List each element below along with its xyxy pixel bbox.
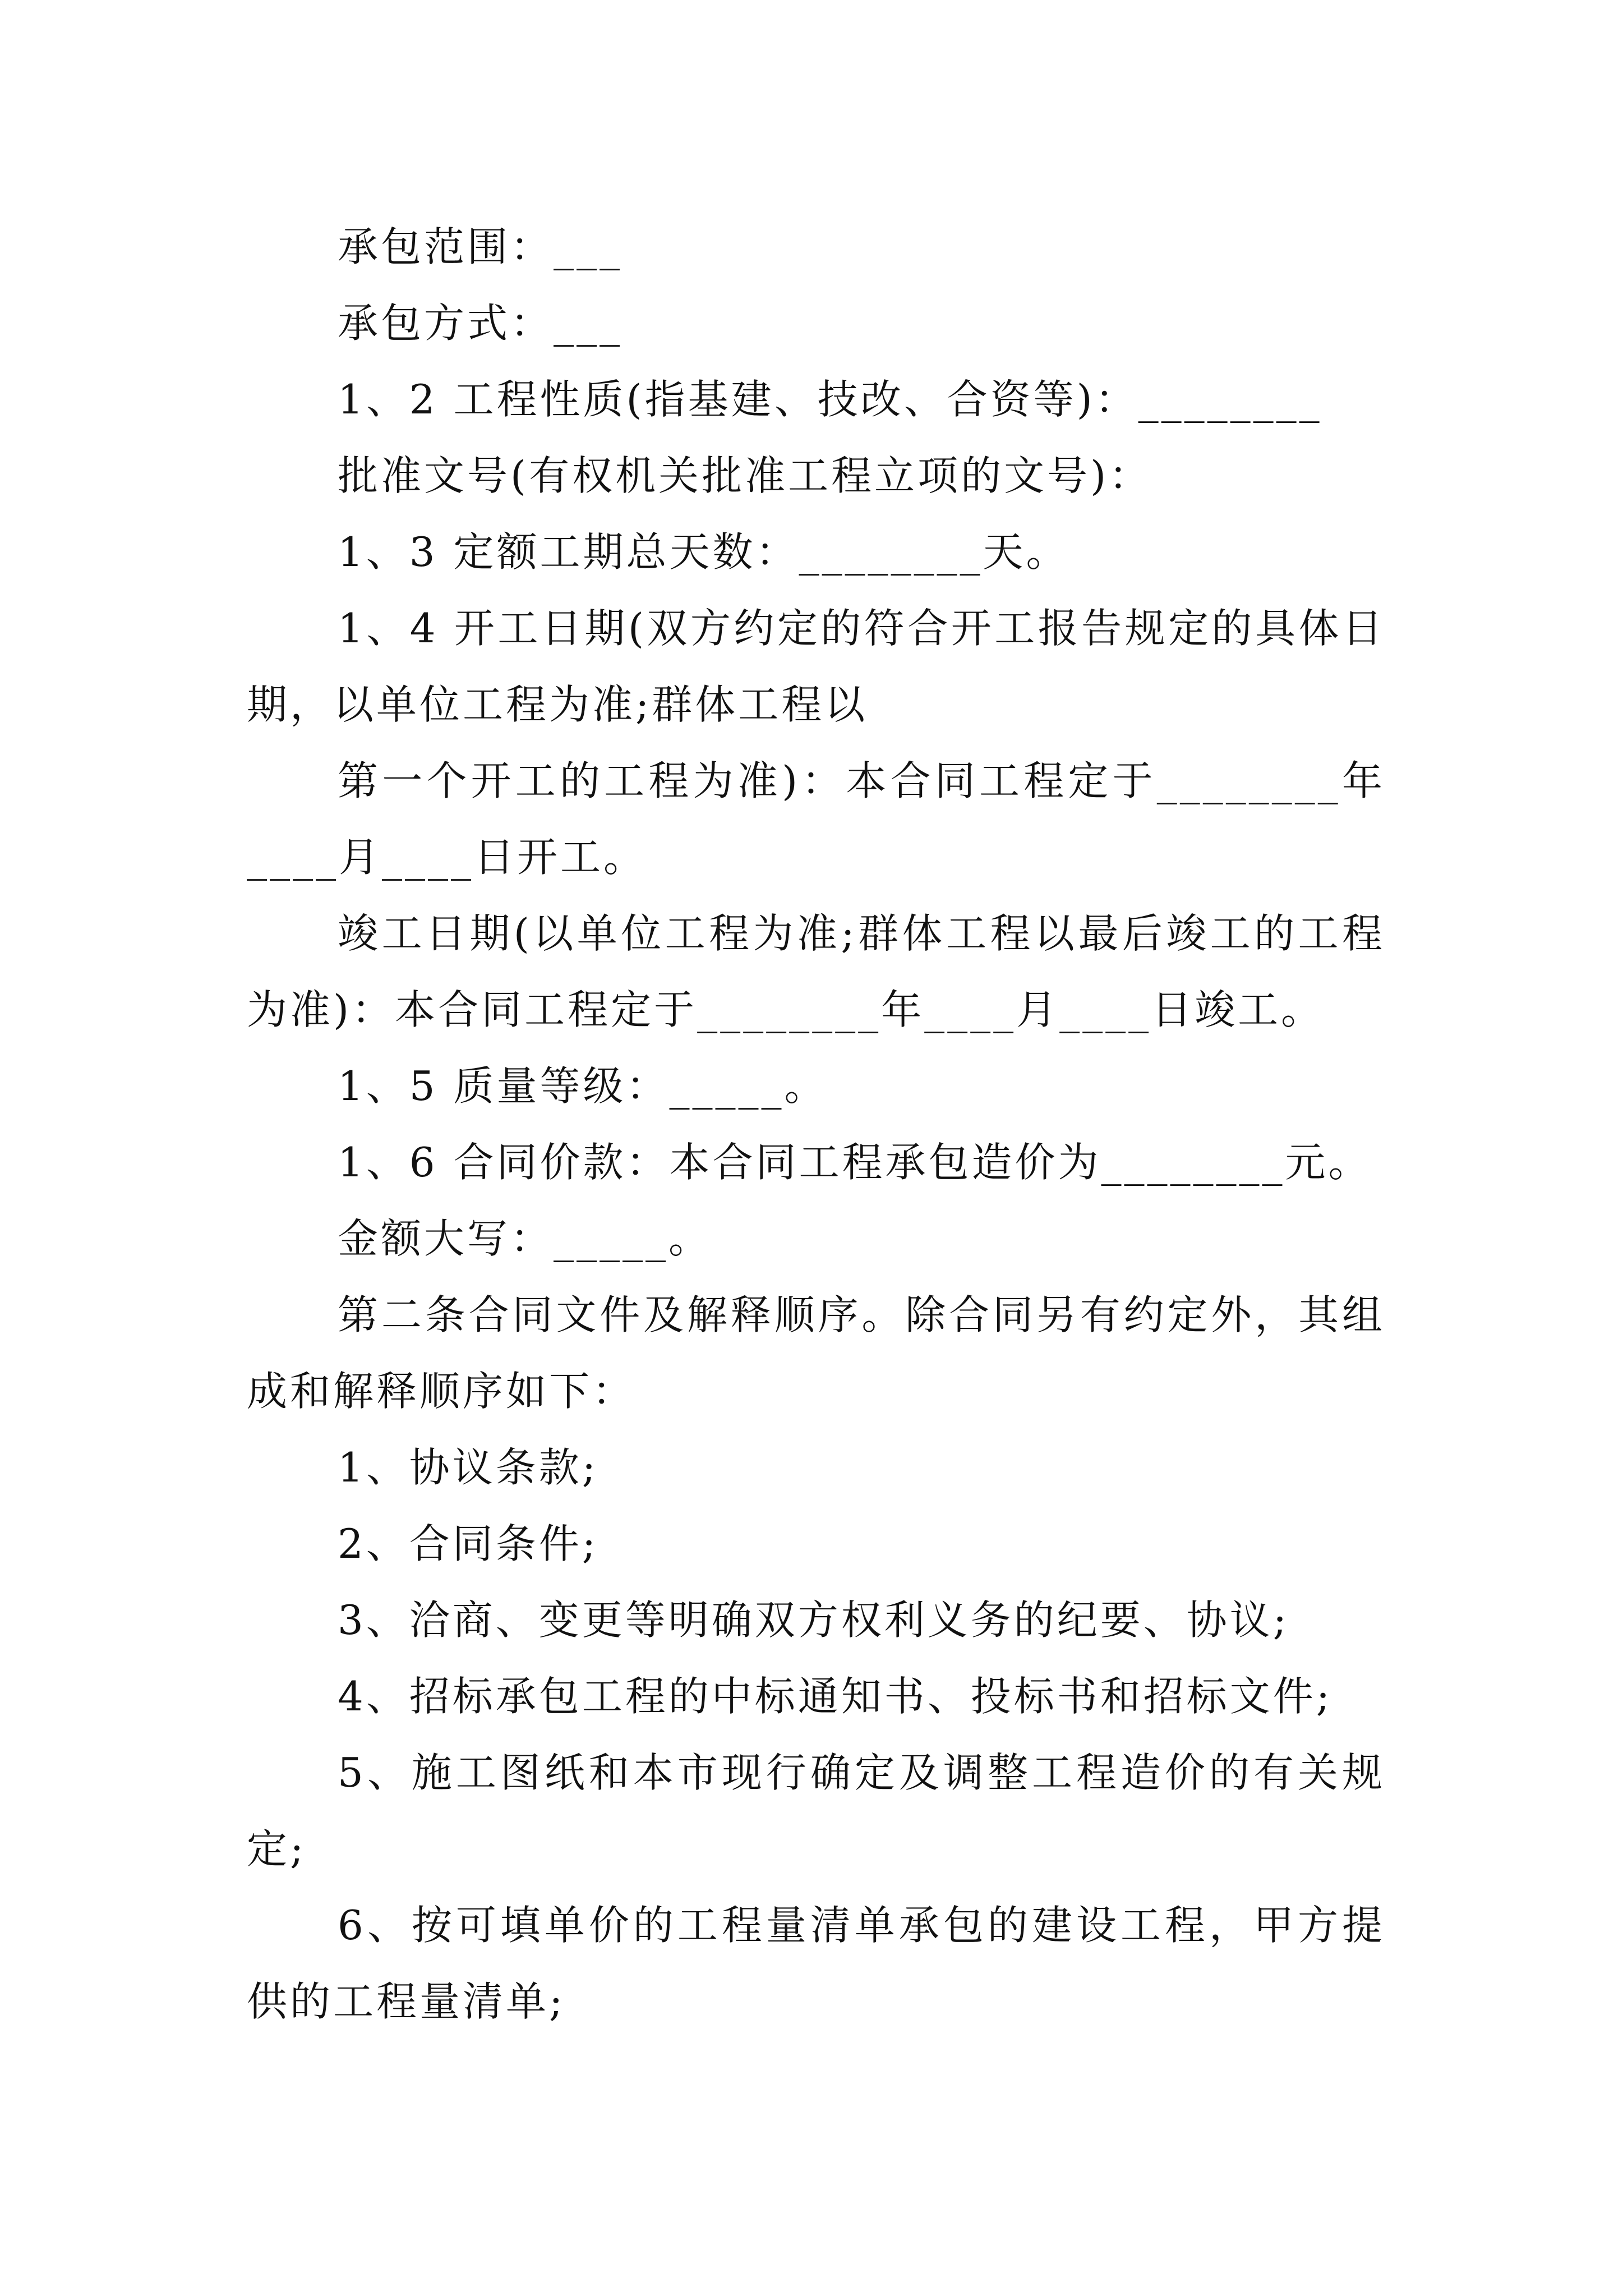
list-item [247,1429,1385,1506]
paragraph-total-days [247,514,1385,590]
text-line: 3、洽商、变更等明确双方权利义务的纪要、协议; [338,1596,1290,1644]
text-line: 第二条合同文件及解释顺序。除合同另有约定外，其组 [338,1291,1385,1338]
paragraph-completion-date [247,895,1385,1048]
paragraph-contract-scope [247,209,1385,285]
text-line: 竣工日期(以单位工程为准;群体工程以最后竣工的工程 [338,910,1385,957]
text-line: 1、2 工程性质(指基建、技改、合资等)：________ [338,376,1322,423]
text-line: 6、按可填单价的工程量清单承包的建设工程，甲方提 [338,1902,1385,1949]
paragraph-start-date [247,590,1385,743]
text-line: 1、协议条款; [338,1444,599,1491]
text-line: ____月____日开工。 [247,834,647,881]
text-line: 承包范围：___ [338,223,623,270]
list-item [247,1658,1385,1734]
text-line: 第一个开工的工程为准)：本合同工程定于________年 [338,757,1385,804]
text-line: 1、3 定额工期总天数：________天。 [338,528,1069,576]
text-line: 批准文号(有权机关批准工程立项的文号)： [338,452,1152,499]
list-item [247,1506,1385,1582]
text-line: 1、4 开工日期(双方约定的符合开工报告规定的具体日 [338,605,1385,652]
list-item [247,1734,1385,1887]
text-line: 成和解释顺序如下： [247,1368,636,1415]
text-line: 金额大写：_____。 [338,1215,712,1262]
text-line: 定; [247,1825,307,1872]
paragraph-amount-in-words [247,1200,1385,1277]
list-item [247,1887,1385,2040]
text-line: 为准)：本合同工程定于________年____月____日竣工。 [247,986,1325,1033]
paragraph-quality-grade [247,1048,1385,1124]
text-line: 4、招标承包工程的中标通知书、投标书和招标文件; [338,1673,1333,1720]
text-line: 1、5 质量等级：_____。 [338,1062,828,1110]
paragraph-contract-price [247,1124,1385,1200]
paragraph-project-nature [247,361,1385,438]
text-line: 5、施工图纸和本市现行确定及调整工程造价的有关规 [338,1749,1385,1796]
text-line: 期，以单位工程为准;群体工程以 [247,681,868,728]
text-line: 承包方式：___ [338,300,623,347]
paragraph-approval-number [247,438,1385,514]
list-item [247,1582,1385,1658]
text-line: 1、6 合同价款：本合同工程承包造价为________元。 [338,1139,1372,1186]
text-line: 供的工程量清单; [247,1978,566,2025]
document-body [247,209,1385,2040]
paragraph-contract-method [247,285,1385,361]
paragraph-article-two [247,1277,1385,1429]
text-line: 2、合同条件; [338,1520,599,1567]
paragraph-first-project-start [247,743,1385,895]
